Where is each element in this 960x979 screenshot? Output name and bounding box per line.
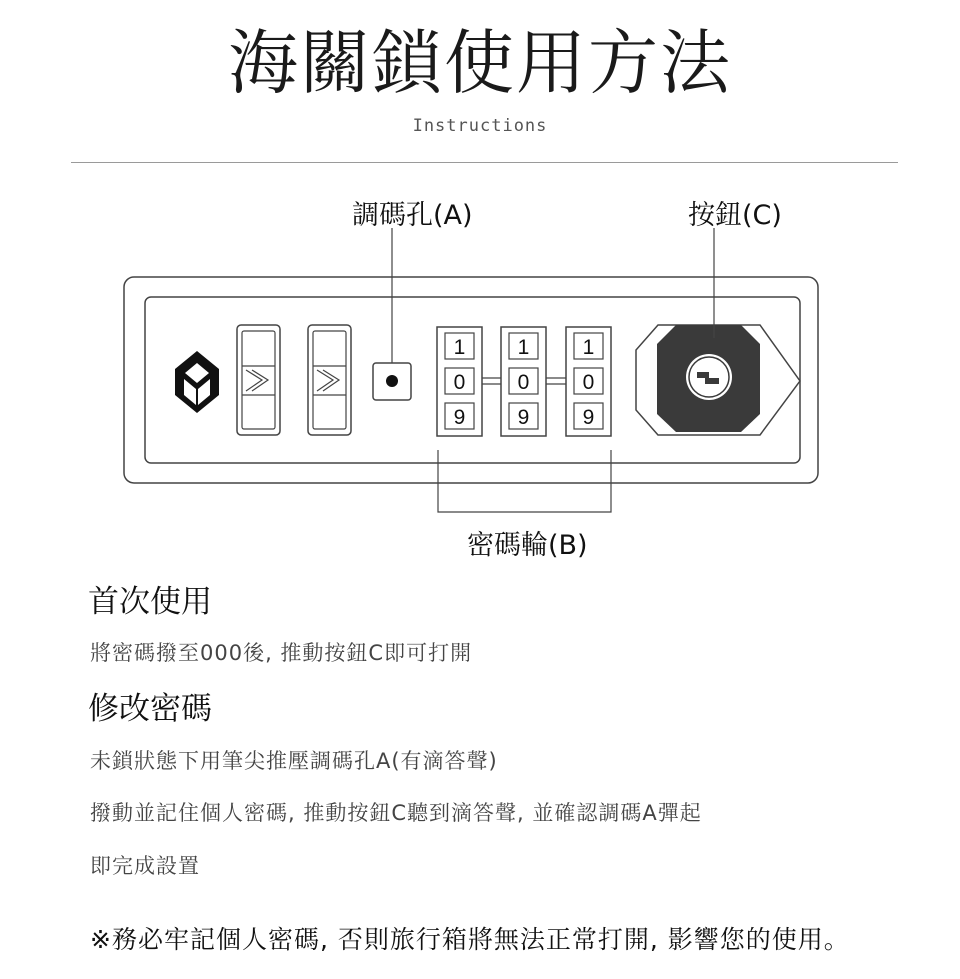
reset-hole-a bbox=[373, 363, 411, 400]
label-combination-wheels-b: 密碼輪(B) bbox=[467, 530, 588, 561]
wheel-1-middle-digit: 0 bbox=[453, 371, 466, 394]
wheel-1-bottom-digit: 9 bbox=[453, 406, 466, 429]
label-push-button-c: 按鈕(C) bbox=[688, 200, 782, 231]
warning-note: ※務必牢記個人密碼, 否則旅行箱將無法正常打開, 影響您的使用。 bbox=[90, 925, 850, 954]
heading-change-code: 修改密碼 bbox=[88, 691, 212, 727]
wheel-3-top-digit: 1 bbox=[582, 336, 595, 359]
first-use-step: 將密碼撥至000後, 推動按鈕C即可打開 bbox=[90, 641, 473, 665]
change-code-step-2: 撥動並記住個人密碼, 推動按鈕C聽到滴答聲, 並確認調碼A彈起 bbox=[90, 801, 702, 825]
wheel-3-middle-digit: 0 bbox=[582, 371, 595, 394]
label-reset-hole-a: 調碼孔(A) bbox=[352, 200, 473, 231]
latch-slider-right bbox=[308, 325, 351, 435]
wheel-1-top-digit: 1 bbox=[453, 336, 466, 359]
page-subtitle: Instructions bbox=[412, 116, 548, 136]
change-code-step-1: 未鎖狀態下用筆尖推壓調碼孔A(有滴答聲) bbox=[90, 749, 498, 773]
latch-slider-left bbox=[237, 325, 280, 435]
wheel-2-top-digit: 1 bbox=[517, 336, 530, 359]
combination-wheels bbox=[437, 327, 611, 436]
page-title: 海關鎖使用方法 bbox=[228, 22, 732, 104]
wheel-2-bottom-digit: 9 bbox=[517, 406, 530, 429]
heading-first-use: 首次使用 bbox=[88, 584, 212, 620]
change-code-step-3: 即完成設置 bbox=[90, 854, 200, 878]
wheel-2-middle-digit: 0 bbox=[517, 371, 530, 394]
wheel-3-bottom-digit: 9 bbox=[582, 406, 595, 429]
